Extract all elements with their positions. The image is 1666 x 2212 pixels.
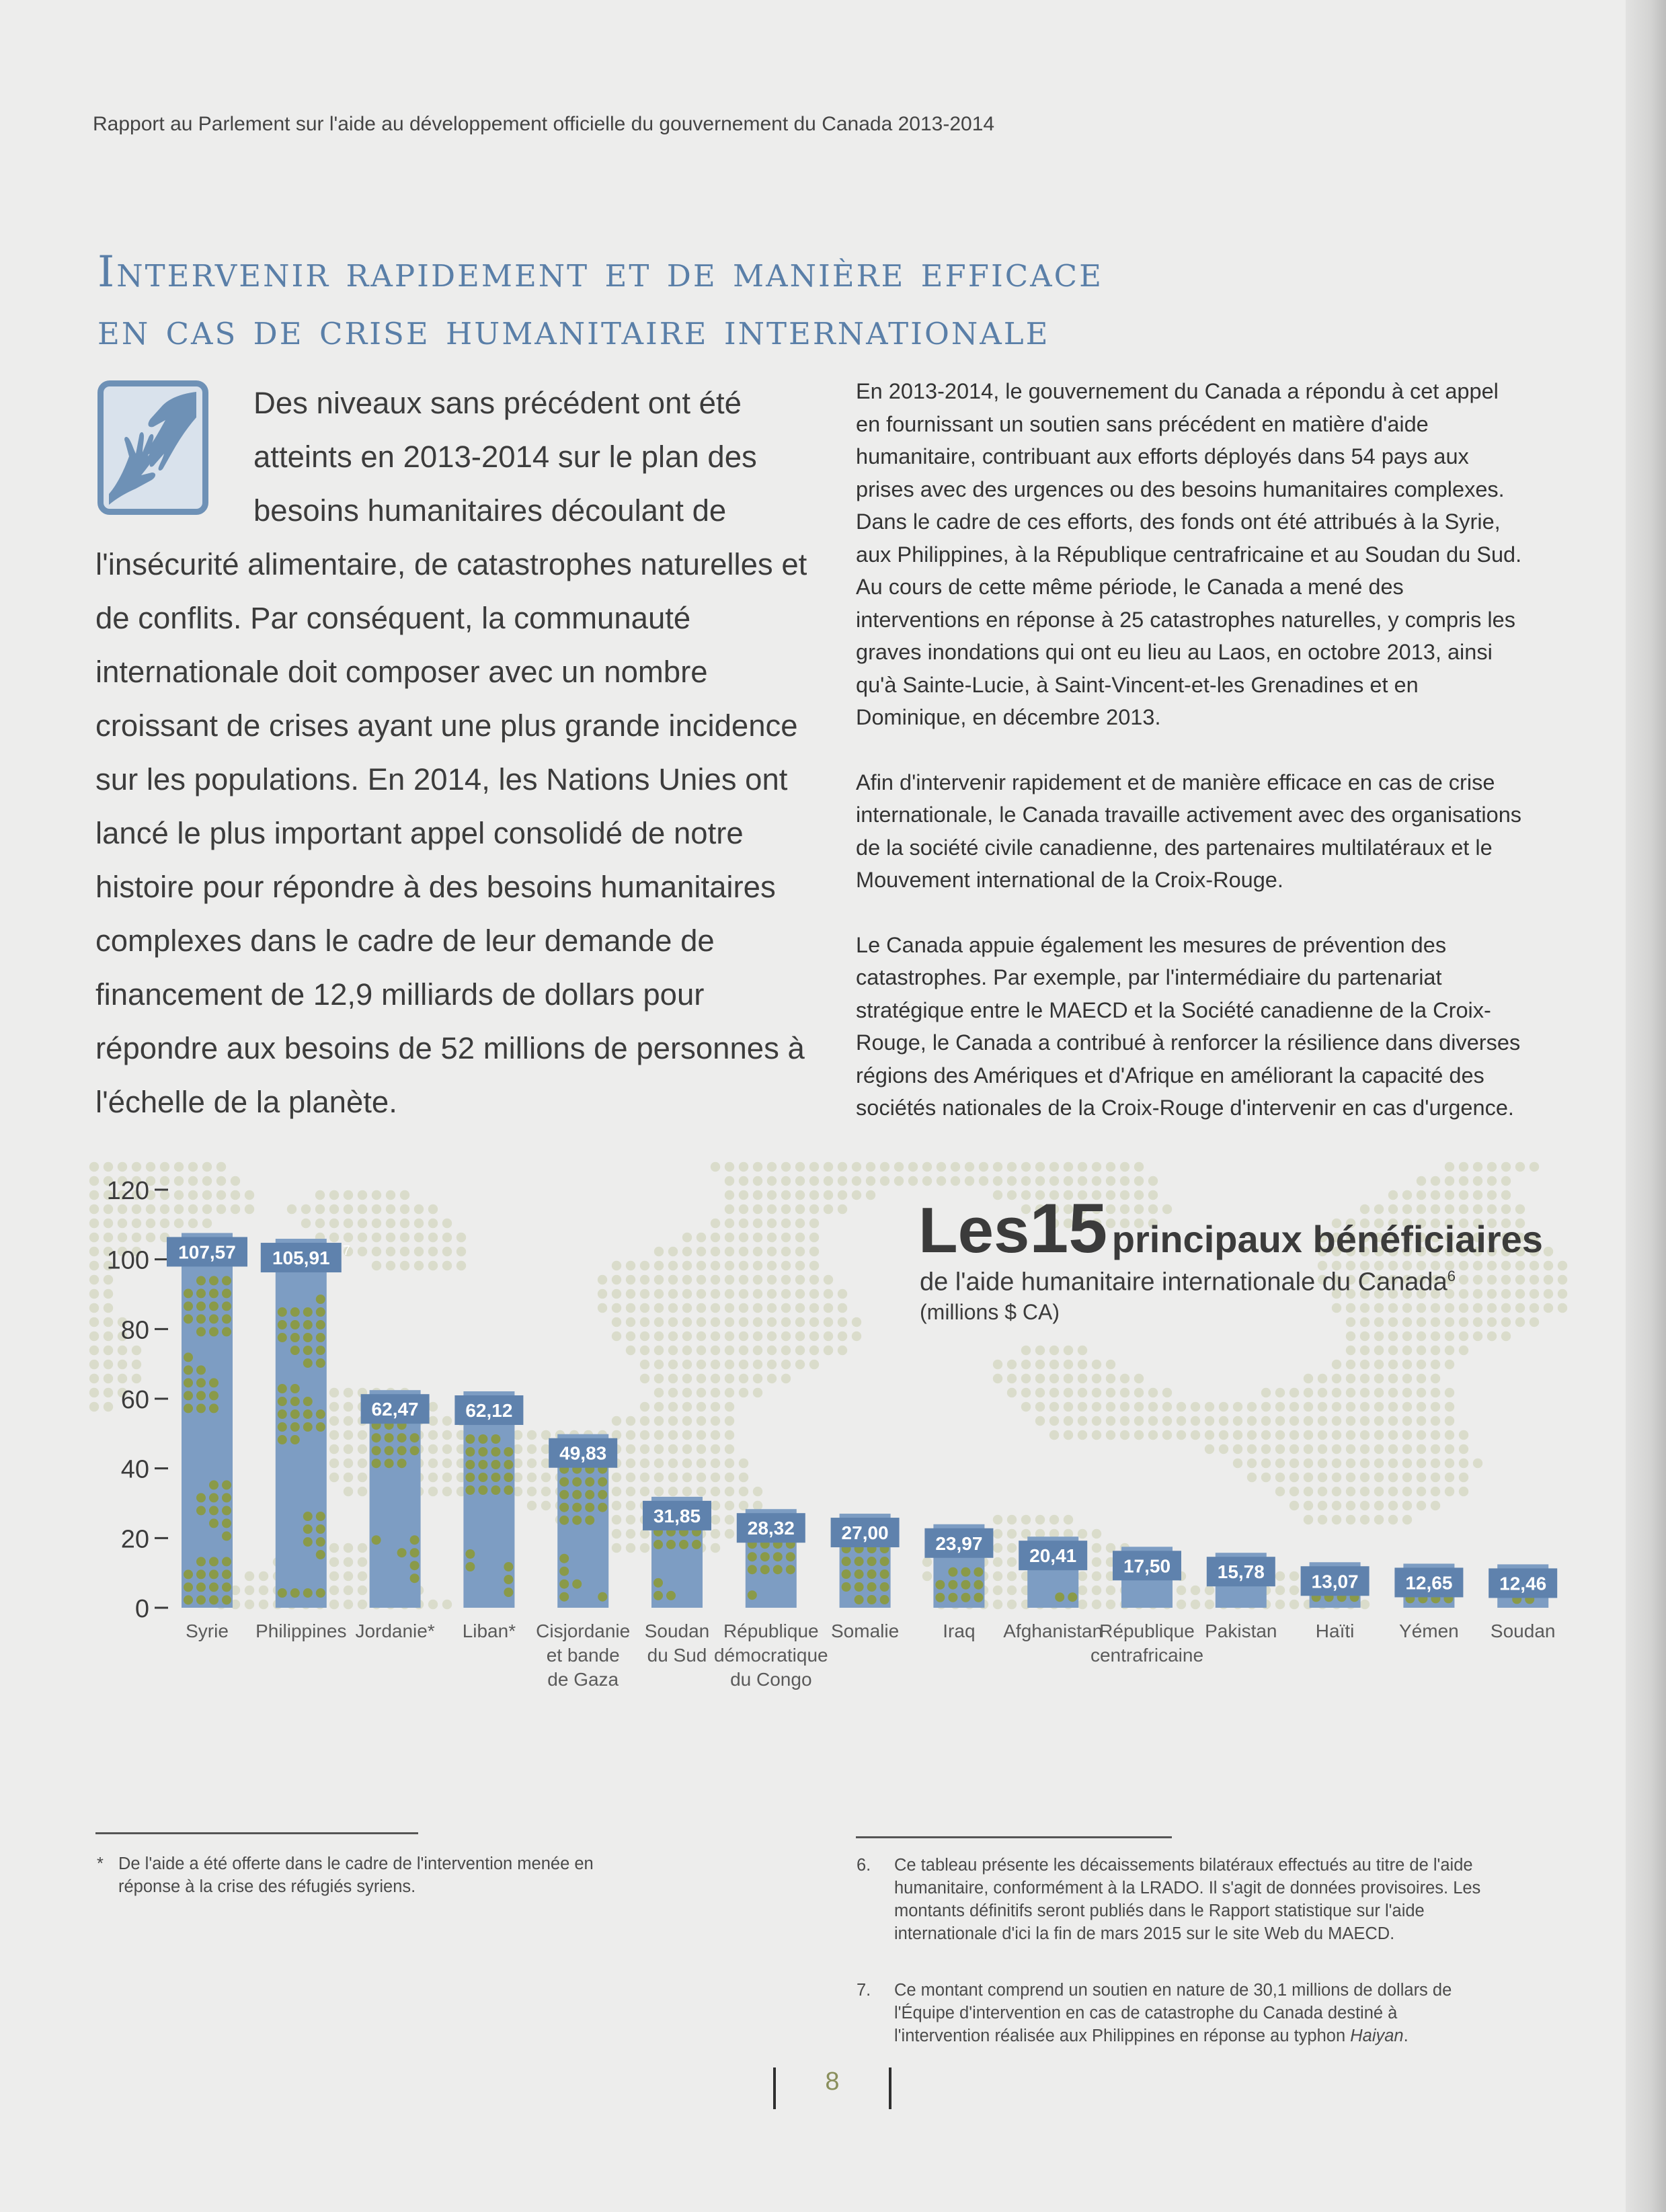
- value-label: 23,97: [935, 1532, 983, 1554]
- category-label: Haïti: [1315, 1621, 1355, 1641]
- category-label: République: [1099, 1621, 1195, 1641]
- intro-lead-text: [95, 376, 815, 1129]
- value-label: 105,91: [272, 1247, 330, 1269]
- value-label: 31,85: [653, 1505, 701, 1526]
- chart-subtitle: [920, 1268, 1557, 1297]
- value-label: 15,78: [1217, 1561, 1265, 1583]
- value-label: 17,50: [1123, 1555, 1171, 1577]
- body-text-column: [856, 375, 1528, 1157]
- body-paragraph-2: Afin d'intervenir rapidement et de manière efficace en cas de crise internationale, le Canada travaille activement avec des organisations de la société civile canadienne, des partenaires multilatéraux et le Mouvement international de la Croix-Rouge.: [856, 770, 1522, 892]
- footnote-6: [857, 1854, 1486, 1945]
- footnote-7-emphasis: Haiyan: [1350, 2026, 1404, 2045]
- category-label: Jordanie*: [355, 1621, 435, 1641]
- category-label: République: [723, 1621, 819, 1641]
- category-label: Pakistan: [1205, 1621, 1277, 1641]
- section-title-line-1: Intervenir rapidement et de manière efficace: [97, 247, 1103, 297]
- value-label: 27,00: [841, 1522, 889, 1544]
- category-label: du Congo: [730, 1669, 812, 1690]
- footnote-7-text: Ce montant comprend un soutien en nature de 30,1 millions de dollars de l'Équipe d'intervention en cas de catastrophe du Canada destiné à l'intervention réalisée aux Philippines en réponse au typhon: [894, 1981, 1452, 2045]
- chart-subtitle-text: de l'aide humanitaire internationale du Canada: [920, 1268, 1447, 1297]
- y-tick-label: 100: [106, 1246, 149, 1275]
- chart-title-number: 15: [1029, 1190, 1108, 1268]
- footnote-6-text: Ce tableau présente les décaissements bilatéraux effectués au titre de l'aide humanitaire, conformément à la LRADO. Il s'agit de données provisoires. Les montants définitifs seront publiés dans le Rapport statistique sur l'aide internationale d'ici la fin de mars 2015 sur le site Web du MAECD.: [894, 1856, 1481, 1943]
- chart-title: [918, 1190, 1557, 1268]
- running-header: Rapport au Parlement sur l'aide au développement officielle du gouvernement du Canada 2013-2014: [93, 113, 995, 135]
- category-label: Yémen: [1399, 1621, 1459, 1641]
- footnote-rule-left: [95, 1832, 418, 1834]
- category-label: Soudan: [1490, 1621, 1556, 1641]
- value-label: 49,83: [559, 1442, 607, 1464]
- category-label: de Gaza: [547, 1669, 619, 1690]
- footnote-7: [857, 1979, 1486, 2047]
- section-title: [97, 243, 1509, 359]
- category-label: Cisjordanie: [536, 1621, 631, 1641]
- value-label-note: 7: [342, 1243, 350, 1259]
- category-label: Philippines: [255, 1621, 347, 1641]
- chart-unit-label: (millions $ CA): [920, 1299, 1060, 1324]
- category-label: Syrie: [186, 1621, 229, 1641]
- y-tick-label: 40: [120, 1455, 149, 1484]
- value-label: 13,07: [1311, 1571, 1359, 1592]
- body-paragraph-1: En 2013-2014, le gouvernement du Canada a répondu à cet appel en fournissant un soutien sans précédent en matière d'aide humanitaire, contribuant aux efforts déployés dans 54 pays aux prises avec des urgences ou des besoins humanitaires complexes. Dans le cadre de ces efforts, des fonds ont été attribués à la Syrie, aux Philippines, à la République centrafricaine et au Soudan du Sud. Au cours de cette même période, le Canada a mené des interventions en réponse à 25 catastrophes naturelles, y compris les graves inondations qui ont eu lieu au Laos, en octobre 2013, ainsi qu'à Sainte-Lucie, à Saint-Vincent-et-les Grenadines et en Dominique, en décembre 2013.: [856, 379, 1522, 729]
- page-number: 8: [825, 2067, 840, 2096]
- footnote-7-end: .: [1403, 2026, 1409, 2045]
- value-label: 28,32: [747, 1518, 795, 1539]
- footnote-star-text: De l'aide a été offerte dans le cadre de l'intervention menée en réponse à la crise des réfugiés syriens.: [118, 1854, 594, 1896]
- footnote-star: [97, 1852, 602, 1898]
- category-label: du Sud: [647, 1645, 707, 1666]
- page-number-bar-right: [889, 2067, 891, 2109]
- category-label: et bande: [546, 1645, 620, 1666]
- value-label: 12,46: [1499, 1573, 1547, 1594]
- value-label: 62,12: [465, 1400, 513, 1422]
- y-tick-label: 120: [106, 1177, 149, 1205]
- chart-title-rest: principaux bénéficiaires: [1111, 1218, 1543, 1260]
- page-number-block: [765, 2062, 900, 2109]
- intro-lead-text-content: Des niveaux sans précédent ont été atteints en 2013-2014 sur le plan des besoins humanitaires découlant de l'insécurité alimentaire, de catastrophes naturelles et de conflits. Par conséquent, la communauté internationale doit composer avec un nombre croissant de crises ayant une plus grande incidence sur les populations. En 2014, les Nations Unies ont lancé le plus important appel consolidé de notre histoire pour répondre à des besoins humanitaires complexes dans le cadre de leur demande de financement de 12,9 milliards de dollars pour répondre aux besoins de 52 millions de personnes à l'échelle de la planète.: [95, 386, 807, 1119]
- value-label: 107,57: [178, 1241, 236, 1263]
- category-label: Somalie: [831, 1621, 900, 1641]
- chart-title-block: [918, 1190, 1557, 1325]
- y-tick-label: 0: [134, 1595, 149, 1623]
- section-title-line-2: en cas de crise humanitaire internationale: [97, 305, 1050, 355]
- y-tick-label: 80: [120, 1316, 149, 1345]
- category-label: centrafricaine: [1090, 1645, 1204, 1666]
- category-label: Soudan: [644, 1621, 710, 1641]
- category-label: Iraq: [943, 1621, 976, 1641]
- chart-title-les: Les: [918, 1194, 1030, 1266]
- y-tick-label: 60: [120, 1386, 149, 1414]
- category-label: Liban*: [462, 1621, 516, 1641]
- y-tick-label: 20: [120, 1525, 149, 1554]
- footnote-star-mark: *: [97, 1854, 104, 1873]
- value-label: 62,47: [371, 1399, 419, 1420]
- footnote-rule-right: [856, 1836, 1172, 1838]
- chart-subtitle-note: 6: [1447, 1268, 1456, 1284]
- value-label: 20,41: [1029, 1545, 1077, 1567]
- footnote-6-number: 6.: [857, 1856, 871, 1875]
- category-label: démocratique: [713, 1645, 828, 1666]
- category-label: Afghanistan: [1003, 1621, 1103, 1641]
- value-label: 12,65: [1405, 1572, 1453, 1594]
- footnote-7-number: 7.: [857, 1981, 871, 2000]
- body-paragraph-3: Le Canada appuie également les mesures de prévention des catastrophes. Par exemple, par l'intermédiaire du partenariat stratégique entre le MAECD et la Société canadienne de la Croix-Rouge, le Canada a contribué à renforcer la résilience dans diverses régions des Amériques et d'Afrique en améliorant la capacité des sociétés nationales de la Croix-Rouge d'intervenir en cas d'urgence.: [856, 932, 1521, 1120]
- page-edge-shadow: [1626, 0, 1666, 2212]
